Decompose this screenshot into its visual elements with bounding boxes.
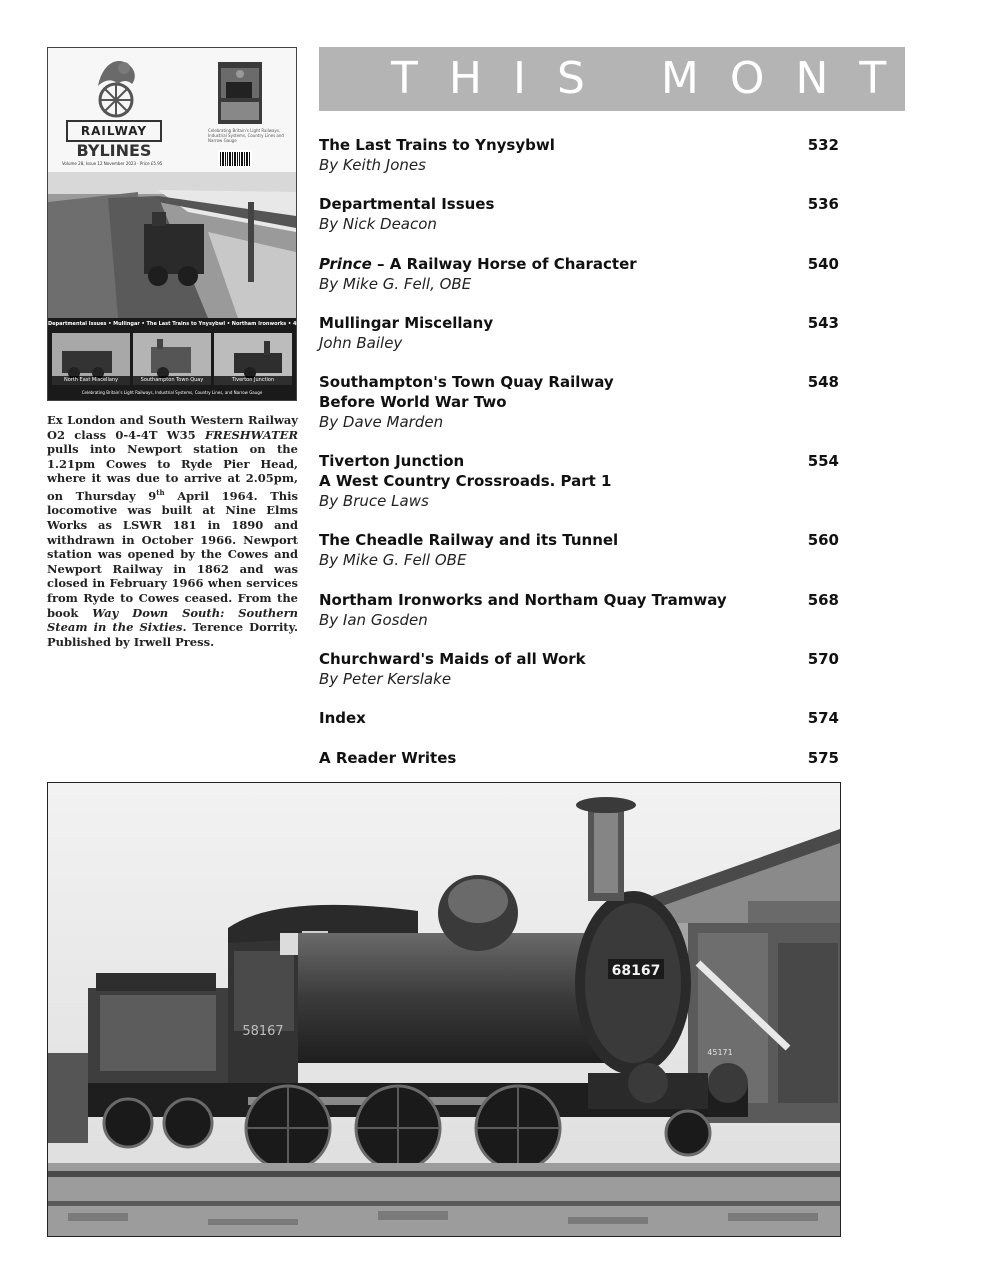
- contents-entry[interactable]: [319, 372, 839, 432]
- article-title: The Last Trains to Ynysybwl: [319, 136, 555, 154]
- contents-entry[interactable]: [319, 590, 839, 630]
- cover-contents-strip: Departmental Issues • Mullingar • The Last Trains to Ynysybwl • Northam Ironworks • 45XX: [48, 318, 296, 330]
- caption-loco-name: FRESHWATER: [204, 427, 298, 442]
- contents-entry[interactable]: [319, 708, 839, 728]
- locomotive-photo: [47, 782, 841, 1237]
- article-author: By Ian Gosden: [319, 611, 428, 629]
- article-title: Tiverton Junction: [319, 452, 465, 470]
- cover-tagline: Celebrating Britain's Light Railways, Industrial Systems, Country Lines, and Narrow Gauge: [48, 388, 296, 400]
- contents-entry[interactable]: [319, 194, 839, 234]
- contents-entry[interactable]: [319, 649, 839, 689]
- article-title-line2: A West Country Crossroads. Part 1: [319, 472, 612, 490]
- contents-entry[interactable]: [319, 135, 839, 175]
- thumbnail-label: Tiverton Junction: [214, 376, 292, 385]
- contents-entry[interactable]: [319, 748, 839, 768]
- caption-text: Ex London and South Western Railway O2 class 0-4-4T W35: [47, 413, 298, 442]
- page-number: 568: [807, 591, 839, 609]
- smokebox-number: 68167: [611, 963, 661, 979]
- article-author: By Keith Jones: [319, 156, 426, 174]
- locomotive-photo-illustration: [48, 783, 840, 1236]
- thumbnail-label: Southampton Town Quay: [133, 376, 211, 385]
- article-author: By Bruce Laws: [319, 492, 429, 510]
- page-number: 548: [807, 373, 839, 391]
- article-author: By Mike G. Fell OBE: [319, 551, 467, 569]
- article-title: Churchward's Maids of all Work: [319, 650, 586, 668]
- caption-book-title: Way Down South: Southern Steam in the Sixties: [47, 605, 298, 635]
- page-number: 575: [807, 749, 839, 767]
- cover-caption: [47, 413, 298, 649]
- caption-superscript: th: [156, 487, 165, 497]
- cover-title-railway: RAILWAY: [66, 120, 162, 142]
- cover-thumbnails: [48, 330, 296, 388]
- article-title-italic: Prince: [319, 255, 372, 273]
- page-number: 574: [807, 709, 839, 727]
- barcode-icon: [218, 150, 252, 168]
- contents-entry[interactable]: [319, 254, 839, 294]
- cover-issue-line: Volume 28, Issue 12 November 2023 · Price £5.95: [62, 161, 163, 166]
- article-title: A Reader Writes: [319, 749, 457, 767]
- article-title: Departmental Issues: [319, 195, 495, 213]
- article-title: Index: [319, 709, 366, 727]
- page-number: 560: [807, 531, 839, 549]
- page-number: 543: [807, 314, 839, 332]
- cover-small-text: Celebrating Britain's Light Railways, Industrial Systems, Country Lines and Narrow Gauge: [208, 128, 284, 143]
- magazine-cover: [47, 47, 308, 401]
- article-title: Southampton's Town Quay Railway: [319, 373, 614, 391]
- contents-entry[interactable]: [319, 530, 839, 570]
- banner-heading: THIS MONTH: [391, 53, 981, 104]
- article-author: John Bailey: [319, 334, 403, 352]
- lion-emblem-icon: [84, 56, 148, 118]
- cover-station-photo: [48, 172, 296, 318]
- article-title: [319, 254, 637, 274]
- article-author: By Dave Marden: [319, 413, 444, 431]
- cover-inset-photo: [218, 62, 262, 124]
- caption-text: . Terence Dorrity. Published by Irwell Press.: [47, 620, 298, 649]
- cab-number: 58167: [242, 1024, 284, 1039]
- caption-text: pulls into Newport station on the 1.21pm Cowes to Ryde Pier Head, where it was due to arrive at 2.05pm, on Thursday 9: [47, 442, 298, 503]
- cover-thumbnail: [133, 333, 211, 385]
- page-number: 540: [807, 255, 839, 273]
- cover-thumbnail: [52, 333, 130, 385]
- page-number: 554: [807, 452, 839, 470]
- cover-thumbnail: [214, 333, 292, 385]
- page-number: 532: [807, 136, 839, 154]
- article-author: By Peter Kerslake: [319, 670, 452, 688]
- contents-entry[interactable]: [319, 313, 839, 353]
- article-title-rest: – A Railway Horse of Character: [371, 255, 637, 273]
- caption-text: April 1964. This locomotive was built at Nine Elms Works as LSWR 181 in 1890 and withdrawn in October 1966. Newport station was opened by the Cowes and Newport Railway in 1862 and was closed in February 1966 when services from Ryde to Cowes ceased. From the book: [47, 488, 298, 620]
- thumbnail-label: North East Miscellany: [52, 376, 130, 385]
- contents-entry[interactable]: [319, 451, 839, 511]
- section-banner: [319, 47, 981, 111]
- cover-title-bylines: BYLINES: [76, 141, 152, 160]
- page-number: 570: [807, 650, 839, 668]
- page-number: 536: [807, 195, 839, 213]
- article-title: The Cheadle Railway and its Tunnel: [319, 531, 619, 549]
- article-title: Northam Ironworks and Northam Quay Tramway: [319, 591, 727, 609]
- wagon-number: 45171: [707, 1048, 733, 1057]
- article-author: By Mike G. Fell, OBE: [319, 275, 472, 293]
- cover-header: [48, 48, 296, 172]
- article-title: Mullingar Miscellany: [319, 314, 494, 332]
- article-author: By Nick Deacon: [319, 215, 437, 233]
- article-title-line2: Before World War Two: [319, 393, 507, 411]
